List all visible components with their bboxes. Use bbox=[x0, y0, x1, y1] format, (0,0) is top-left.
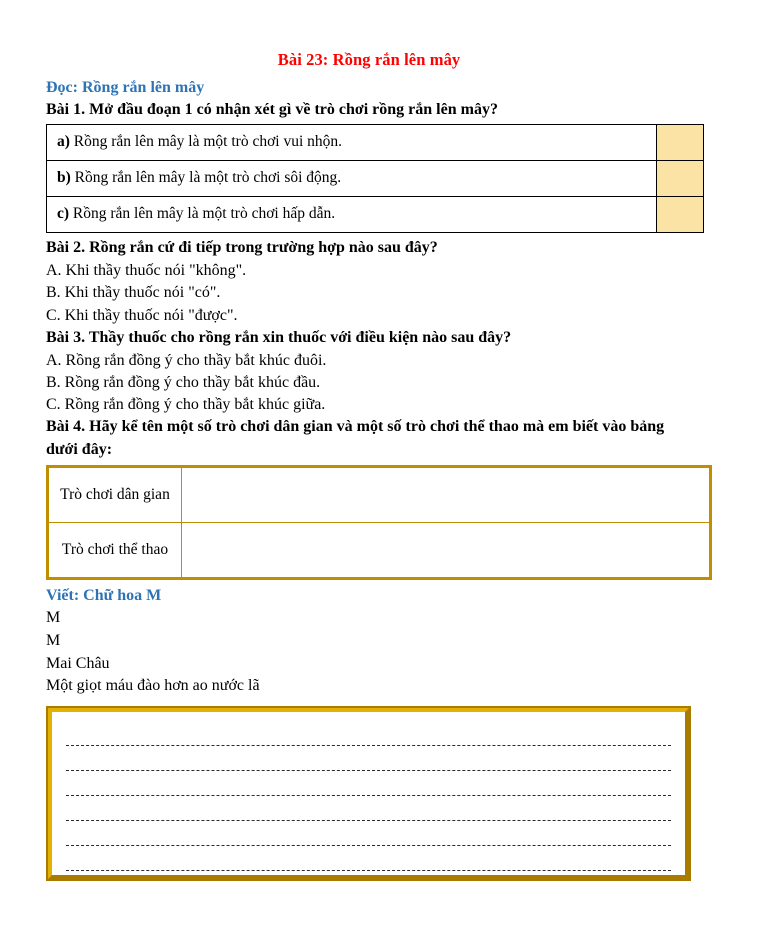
exercise-4-category-folk-games: Trò chơi dân gian bbox=[48, 466, 182, 522]
exercise-4-category-sports-games: Trò chơi thể thao bbox=[48, 522, 182, 578]
writing-practice-line-4: Một giọt máu đào hơn ao nước lã bbox=[46, 677, 260, 695]
table-row bbox=[47, 160, 704, 196]
exercise-3-option-c[interactable]: C. Rồng rắn đồng ý cho thầy bắt khúc giữa. bbox=[46, 396, 326, 414]
exercise-2-prompt: Bài 2. Rồng rắn cứ đi tiếp trong trường hợp nào sau đây? bbox=[46, 238, 438, 256]
exercise-3-prompt: Bài 3. Thầy thuốc cho rồng rắn xin thuốc với điều kiện nào sau đây? bbox=[46, 328, 512, 346]
option-label-a: a) bbox=[57, 133, 70, 151]
writing-answer-box[interactable] bbox=[46, 706, 691, 881]
writing-blank-line[interactable] bbox=[66, 821, 671, 846]
writing-practice-line-3: Mai Châu bbox=[46, 654, 110, 672]
writing-blank-line[interactable] bbox=[66, 796, 671, 821]
exercise-2-option-a[interactable]: A. Khi thầy thuốc nói "không". bbox=[46, 262, 247, 280]
exercise-2-option-c[interactable]: C. Khi thầy thuốc nói "được". bbox=[46, 306, 238, 324]
exercise-1-statement-b bbox=[47, 160, 657, 196]
exercise-1-answer-b[interactable] bbox=[657, 160, 704, 196]
writing-practice-line-1: M bbox=[46, 609, 61, 627]
exercise-2-option-b[interactable]: B. Khi thầy thuốc nói "có". bbox=[46, 284, 221, 302]
table-row bbox=[48, 466, 711, 522]
writing-blank-line[interactable] bbox=[66, 846, 671, 871]
option-text-a: Rồng rắn lên mây là một trò chơi vui nhộn. bbox=[73, 133, 343, 151]
option-label-b: b) bbox=[57, 169, 71, 187]
writing-blank-line[interactable] bbox=[66, 721, 671, 746]
exercise-1-answer-c[interactable] bbox=[657, 196, 704, 232]
exercise-1-statement-a bbox=[47, 124, 657, 160]
exercise-4-answer-sports-games[interactable] bbox=[182, 522, 711, 578]
reading-section-heading: Đọc: Rồng rắn lên mây bbox=[46, 78, 205, 96]
exercise-1-prompt: Bài 1. Mở đầu đoạn 1 có nhận xét gì về trò chơi rồng rắn lên mây? bbox=[46, 101, 498, 119]
table-row bbox=[47, 196, 704, 232]
option-text-b: Rồng rắn lên mây là một trò chơi sôi động. bbox=[74, 169, 342, 187]
exercise-1-table bbox=[46, 124, 704, 233]
writing-blank-line[interactable] bbox=[66, 746, 671, 771]
table-row bbox=[48, 522, 711, 578]
exercise-4-prompt: Bài 4. Hãy kể tên một số trò chơi dân gian và một số trò chơi thể thao mà em biết vào bảng dưới đây: bbox=[46, 418, 665, 458]
option-text-c: Rồng rắn lên mây là một trò chơi hấp dẫn. bbox=[72, 205, 336, 223]
exercise-1-answer-a[interactable] bbox=[657, 124, 704, 160]
exercise-3-option-a[interactable]: A. Rồng rắn đồng ý cho thầy bắt khúc đuôi. bbox=[46, 352, 327, 370]
writing-practice-line-2: M bbox=[46, 631, 61, 649]
exercise-1-statement-c bbox=[47, 196, 657, 232]
table-row bbox=[47, 124, 704, 160]
option-label-c: c) bbox=[57, 205, 70, 223]
writing-section-heading: Viết: Chữ hoa M bbox=[46, 586, 162, 604]
exercise-4-table bbox=[46, 465, 712, 580]
page-title: Bài 23: Rồng rắn lên mây bbox=[277, 50, 461, 69]
writing-blank-line[interactable] bbox=[66, 771, 671, 796]
exercise-3-option-b[interactable]: B. Rồng rắn đồng ý cho thầy bắt khúc đầu. bbox=[46, 374, 321, 392]
exercise-4-answer-folk-games[interactable] bbox=[182, 466, 711, 522]
